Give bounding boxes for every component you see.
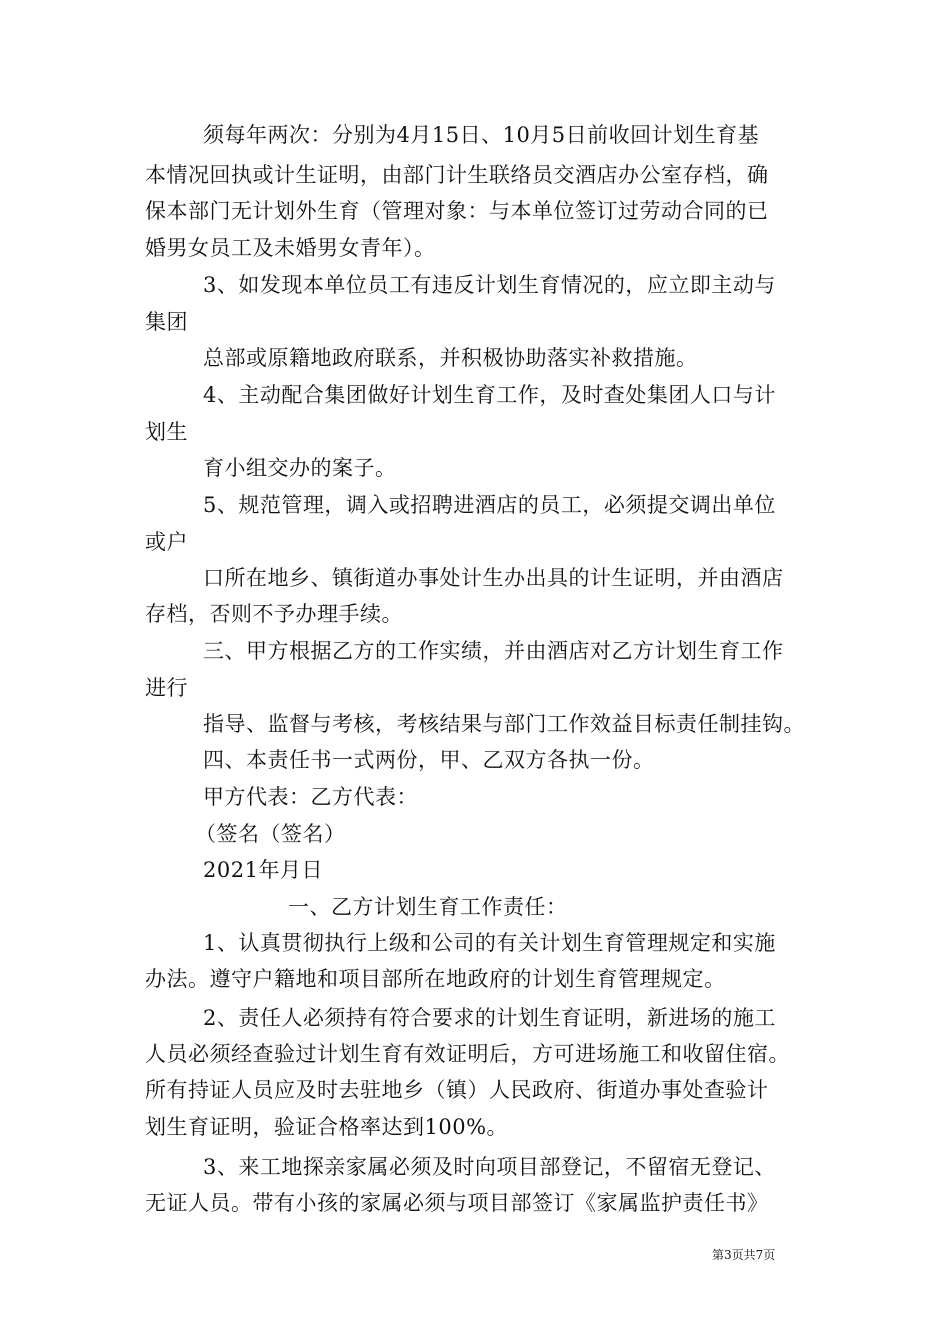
text-line-1: 须每年两次：分别为4月15日、10月5日前收回计划生育基 <box>203 123 760 147</box>
text-line-20: （签名（签名） <box>195 822 346 846</box>
text-line-25: 2、责任人必须持有符合要求的计划生育证明，新进场的施工 <box>203 1006 776 1030</box>
text-line-8: 4、主动配合集团做好计划生育工作，及时查处集团人口与计 <box>203 383 776 407</box>
text-line-15: 三、甲方根据乙方的工作实绩，并由酒店对乙方计划生育工作 <box>203 639 784 663</box>
text-line-17: 指导、监督与考核，考核结果与部门工作效益目标责任制挂钩。 <box>203 712 805 736</box>
text-line-10: 育小组交办的案子。 <box>203 456 397 480</box>
text-line-26: 人员必须经查验过计划生育有效证明后，方可进场施工和收留住宿。 <box>145 1042 790 1066</box>
text-line-19: 甲方代表：乙方代表： <box>203 785 418 809</box>
text-line-29: 3、来工地探亲家属必须及时向项目部登记，不留宿无登记、 <box>203 1155 776 1179</box>
text-line-18: 四、本责任书一式两份，甲、乙双方各执一份。 <box>203 748 655 772</box>
text-line-21: 2021年月日 <box>203 858 323 882</box>
text-line-5: 3、如发现本单位员工有违反计划生育情况的，应立即主动与 <box>203 273 776 297</box>
text-line-30: 无证人员。带有小孩的家属必须与项目部签订《家属监护责任书》 <box>145 1191 769 1215</box>
text-line-2: 本情况回执或计生证明，由部门计生联络员交酒店办公室存档，确 <box>145 163 769 187</box>
text-line-16: 进行 <box>145 676 188 700</box>
text-line-4: 婚男女员工及未婚男女青年）。 <box>145 236 436 260</box>
text-line-24: 办法。遵守户籍地和项目部所在地政府的计划生育管理规定。 <box>145 967 726 991</box>
text-line-14: 存档，否则不予办理手续。 <box>145 602 403 626</box>
text-line-6: 集团 <box>145 310 188 334</box>
text-line-3: 保本部门无计划外生育（管理对象：与本单位签订过劳动合同的已 <box>145 199 769 223</box>
section-heading: 一、乙方计划生育工作责任： <box>288 895 568 919</box>
text-line-12: 或户 <box>145 530 188 554</box>
text-line-27: 所有持证人员应及时去驻地乡（镇）人民政府、街道办事处查验计 <box>145 1078 769 1102</box>
page-number: 第3页共7页 <box>712 1248 776 1262</box>
text-line-28: 划生育证明，验证合格率达到100%。 <box>145 1115 509 1139</box>
text-line-13: 口所在地乡、镇街道办事处计生办出具的计生证明，并由酒店 <box>203 566 784 590</box>
text-line-23: 1、认真贯彻执行上级和公司的有关计划生育管理规定和实施 <box>203 931 776 955</box>
text-line-9: 划生 <box>145 420 188 444</box>
text-line-7: 总部或原籍地政府联系，并积极协助落实补救措施。 <box>203 346 698 370</box>
text-line-11: 5、规范管理，调入或招聘进酒店的员工，必须提交调出单位 <box>203 493 776 517</box>
